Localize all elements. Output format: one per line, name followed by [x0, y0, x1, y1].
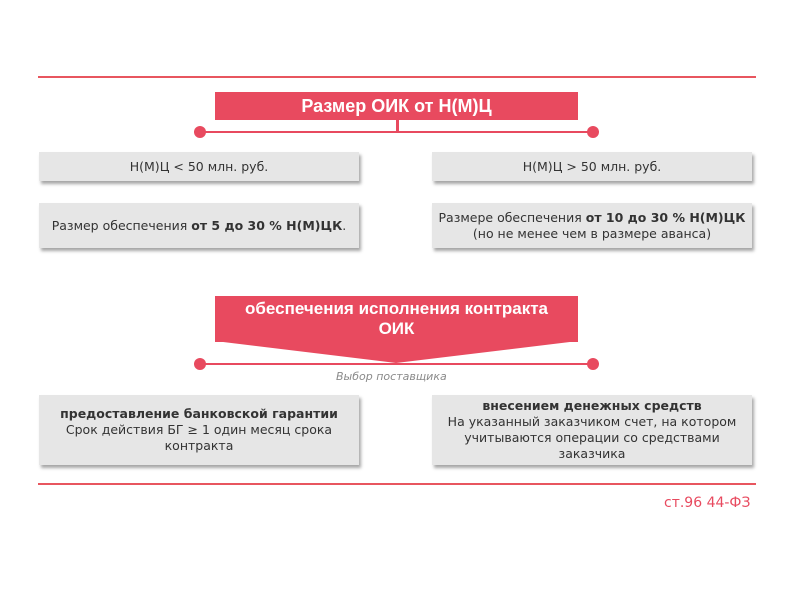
bottom-connector-line [200, 363, 593, 365]
oik-title-line2: ОИК [378, 319, 415, 338]
guarantee-size-under-50-text: Размер обеспечения от 5 до 30 % Н(М)ЦК. [51, 217, 347, 233]
cash-deposit-title: внесением денежных средств [482, 398, 702, 413]
top-connector-line [200, 131, 593, 133]
oik-title-banner [215, 296, 578, 342]
bank-guarantee-text: Срок действия БГ ≥ 1 один месяц срока контракта [65, 422, 333, 453]
condition-over-50: Н(М)Ц > 50 млн. руб. [522, 158, 662, 174]
supplier-choice-caption: Выбор поставщика [336, 370, 447, 383]
law-reference: ст.96 44-ФЗ [664, 495, 751, 511]
size-title-banner [215, 92, 578, 120]
bottom-connector-right-dot [587, 358, 599, 370]
top-connector-right-dot [587, 126, 599, 138]
guarantee-size-under-50-box [39, 203, 359, 248]
top-connector-left-dot [194, 126, 206, 138]
oik-banner-pointer [215, 341, 578, 363]
bottom-divider [38, 483, 756, 485]
top-divider [38, 76, 756, 78]
bank-guarantee-title: предоставление банковской гарантии [60, 406, 338, 421]
cash-deposit-text: На указанный заказчиком счет, на котором учитываются операции со средствами заказчика [447, 414, 737, 461]
bank-guarantee-box [39, 395, 359, 465]
cash-deposit-box [432, 395, 752, 465]
condition-under-50: Н(М)Ц < 50 млн. руб. [129, 158, 269, 174]
guarantee-size-over-50-line2: (но не менее чем в размере аванса) [472, 225, 712, 241]
condition-over-50-box [432, 152, 752, 181]
size-title: Размер ОИК от Н(М)Ц [301, 96, 492, 116]
bottom-connector-left-dot [194, 358, 206, 370]
condition-under-50-box [39, 152, 359, 181]
oik-title-line1: обеспечения исполнения контракта [245, 299, 548, 318]
guarantee-size-over-50-box [432, 203, 752, 248]
guarantee-size-over-50-line1: Размере обеспечения от 10 до 30 % Н(М)ЦК [438, 209, 746, 225]
